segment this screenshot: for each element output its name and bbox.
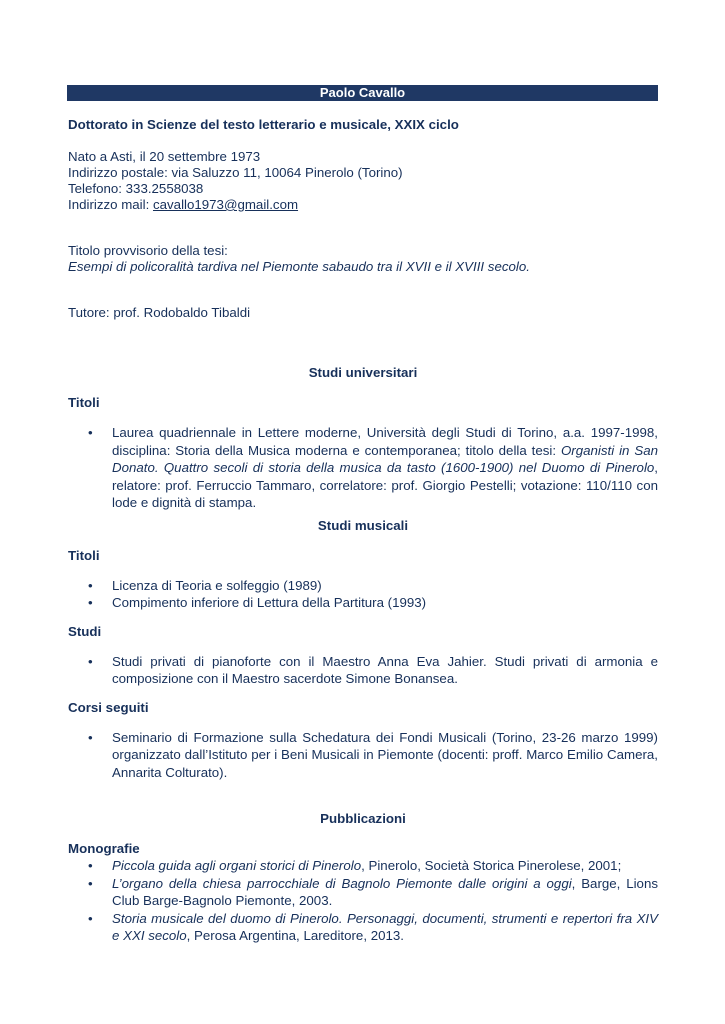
email-line xyxy=(68,197,658,213)
list-item: • Licenza di Teoria e solfeggio (1989) xyxy=(88,577,322,593)
bullet-icon: • xyxy=(88,729,93,745)
tutor-line: Tutore: prof. Rodobaldo Tibaldi xyxy=(68,305,251,320)
personal-info xyxy=(68,149,658,213)
bullet-icon: • xyxy=(88,910,93,926)
list-item: • Studi privati di pianoforte con il Maestro Anna Eva Jahier. Studi privati di armonia e composizione con il Maestro sacerdote Simone Bonansea. xyxy=(88,653,658,686)
phone-line: Telefono: 333.2558038 xyxy=(68,181,204,196)
list-item: • Compimento inferiore di Lettura della Partitura (1993) xyxy=(88,595,427,610)
bullet-icon: • xyxy=(88,595,93,610)
thesis-title: Esempi di policoralità tardiva nel Piemonte sabaudo tra il XVII e il XVIII secolo. xyxy=(68,259,530,274)
publications-monographs-heading: Monografie xyxy=(68,841,140,856)
list-item: • Storia musicale del duomo di Pinerolo. Personaggi, documenti, strumenti e repertori fra XIV e XXI secolo, Perosa Argentina, Lareditore, 2013. xyxy=(88,910,658,943)
music-titles-list xyxy=(68,577,658,612)
address-line: Indirizzo postale: via Saluzzo 11, 10064 Pinerolo (Torino) xyxy=(68,165,403,180)
list-item: • Laurea quadriennale in Lettere moderne, Università degli Studi di Torino, a.a. 1997-1998, disciplina: Storia della Musica moderna e contemporanea; titolo della tesi: Organisti in San Donato. Quattro secoli di storia della musica da tasto (1600-1900) nel Duomo di Pinerolo, relatore: prof. Ferruccio Tammaro, correlatore: prof. Giorgio Pestelli; votazione: 110/110 con lode e dignità di stampa. xyxy=(88,425,658,510)
cv-page xyxy=(68,85,658,945)
music-courses-heading: Corsi seguiti xyxy=(68,699,149,715)
music-titles-heading: Titoli xyxy=(68,547,100,563)
bullet-icon: • xyxy=(88,425,93,440)
music-courses-list xyxy=(68,729,658,782)
doctorate-line: Dottorato in Scienze del testo letterario e musicale, XXIX ciclo xyxy=(68,117,459,132)
section-heading-music: Studi musicali xyxy=(317,517,409,533)
list-item: • Piccola guida agli organi storici di Pinerolo, Pinerolo, Società Storica Pinerolese, 2001; xyxy=(88,858,622,873)
publications-list xyxy=(68,857,658,945)
email-label: Indirizzo mail: xyxy=(68,197,153,212)
music-studies-list xyxy=(68,653,658,688)
university-list xyxy=(68,424,658,512)
email-link[interactable]: cavallo1973@gmail.com xyxy=(152,197,299,212)
name-banner: Paolo Cavallo xyxy=(67,85,658,101)
section-heading-publications: Pubblicazioni xyxy=(320,811,406,826)
thesis-block xyxy=(68,243,658,275)
bullet-icon: • xyxy=(88,653,93,669)
thesis-label: Titolo provvisorio della tesi: xyxy=(68,243,228,258)
list-item: • Seminario di Formazione sulla Schedatura dei Fondi Musicali (Torino, 23-26 marzo 1999) organizzato dall’Istituto per i Beni Musicali in Piemonte (docenti: proff. Marco Emilio Camera, Annarita Colturato). xyxy=(88,729,658,780)
bullet-icon: • xyxy=(88,858,93,873)
music-studies-heading: Studi xyxy=(68,623,102,639)
bullet-icon: • xyxy=(88,875,93,891)
birth-line: Nato a Asti, il 20 settembre 1973 xyxy=(68,149,261,164)
section-heading-university: Studi universitari xyxy=(308,365,418,380)
university-titles-heading: Titoli xyxy=(68,395,100,410)
list-item: • L’organo della chiesa parrocchiale di Bagnolo Piemonte dalle origini a oggi, Barge, Lions Club Barge-Bagnolo Piemonte, 2003. xyxy=(88,875,658,908)
bullet-icon: • xyxy=(88,577,93,593)
